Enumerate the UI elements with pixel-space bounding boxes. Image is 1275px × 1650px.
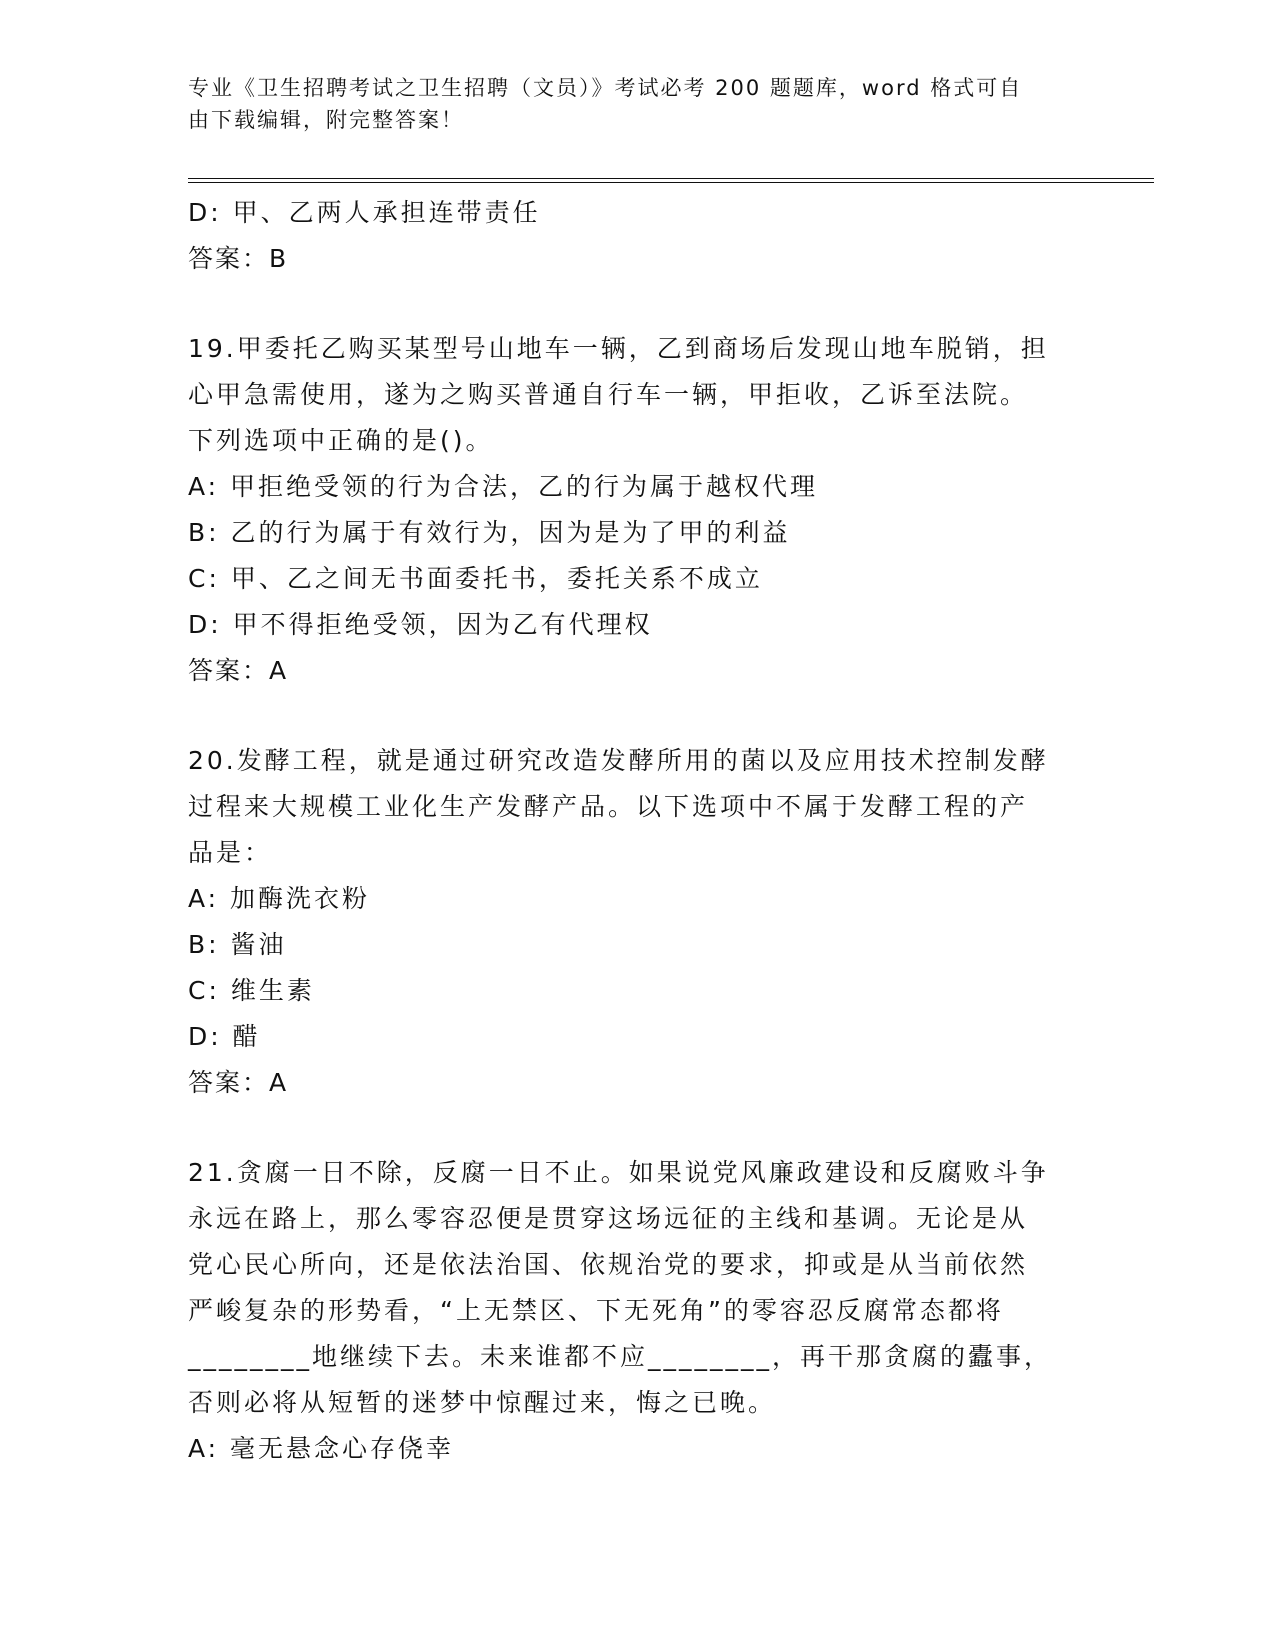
question-18-tail [188, 190, 1088, 282]
question-stem-line: 下列选项中正确的是()。 [188, 426, 494, 455]
answer-line: 答案：B [188, 244, 289, 273]
question-19 [188, 326, 1088, 694]
option-d: D: 醋 [188, 1022, 261, 1051]
option-a: A: 加酶洗衣粉 [188, 884, 371, 913]
option-a: A: 甲拒绝受领的行为合法，乙的行为属于越权代理 [188, 472, 819, 501]
option-b: B: 乙的行为属于有效行为，因为是为了甲的利益 [188, 518, 791, 547]
header-rule-bottom [188, 182, 1154, 183]
question-21 [188, 1150, 1088, 1472]
question-stem-line: 21.贪腐一日不除，反腐一日不止。如果说党风廉政建设和反腐败斗争 [188, 1158, 1049, 1187]
question-stem-line: 严峻复杂的形势看，“上无禁区、下无死角”的零容忍反腐常态都将 [188, 1296, 1004, 1325]
answer-line: 答案：A [188, 656, 289, 685]
question-stem-line: 永远在路上，那么零容忍便是贯穿这场远征的主线和基调。无论是从 [188, 1204, 1029, 1233]
spacer [188, 1106, 1088, 1150]
question-stem-line: 品是： [188, 838, 273, 867]
option-b: B: 酱油 [188, 930, 287, 959]
document-header [188, 72, 1088, 136]
option-d: D: 甲、乙两人承担连带责任 [188, 198, 541, 227]
spacer [188, 694, 1088, 738]
document-body [188, 190, 1088, 1472]
question-stem-line: 心甲急需使用，遂为之购买普通自行车一辆，甲拒收，乙诉至法院。 [188, 380, 1029, 409]
option-c: C: 甲、乙之间无书面委托书，委托关系不成立 [188, 564, 763, 593]
option-a: A: 毫无悬念心存侥幸 [188, 1434, 455, 1463]
spacer [188, 282, 1088, 326]
question-20 [188, 738, 1088, 1106]
option-c: C: 维生素 [188, 976, 315, 1005]
question-stem-line: 19.甲委托乙购买某型号山地车一辆，乙到商场后发现山地车脱销，担 [188, 334, 1049, 363]
question-stem-line: 20.发酵工程，就是通过研究改造发酵所用的菌以及应用技术控制发酵 [188, 746, 1049, 775]
option-d: D: 甲不得拒绝受领，因为乙有代理权 [188, 610, 653, 639]
question-stem-line: 党心民心所向，还是依法治国、依规治党的要求，抑或是从当前依然 [188, 1250, 1029, 1279]
header-rule-top [188, 178, 1154, 179]
question-stem-line: 否则必将从短暂的迷梦中惊醒过来，悔之已晚。 [188, 1388, 777, 1417]
header-line-1: 专业《卫生招聘考试之卫生招聘（文员）》考试必考 200 题题库，word 格式可自 [188, 76, 1023, 100]
header-line-2: 由下载编辑，附完整答案！ [188, 108, 464, 132]
answer-line: 答案：A [188, 1068, 289, 1097]
question-stem-line: 过程来大规模工业化生产发酵产品。以下选项中不属于发酵工程的产 [188, 792, 1029, 821]
question-stem-line: ________地继续下去。未来谁都不应________，再干那贪腐的蠹事， [188, 1342, 1053, 1371]
